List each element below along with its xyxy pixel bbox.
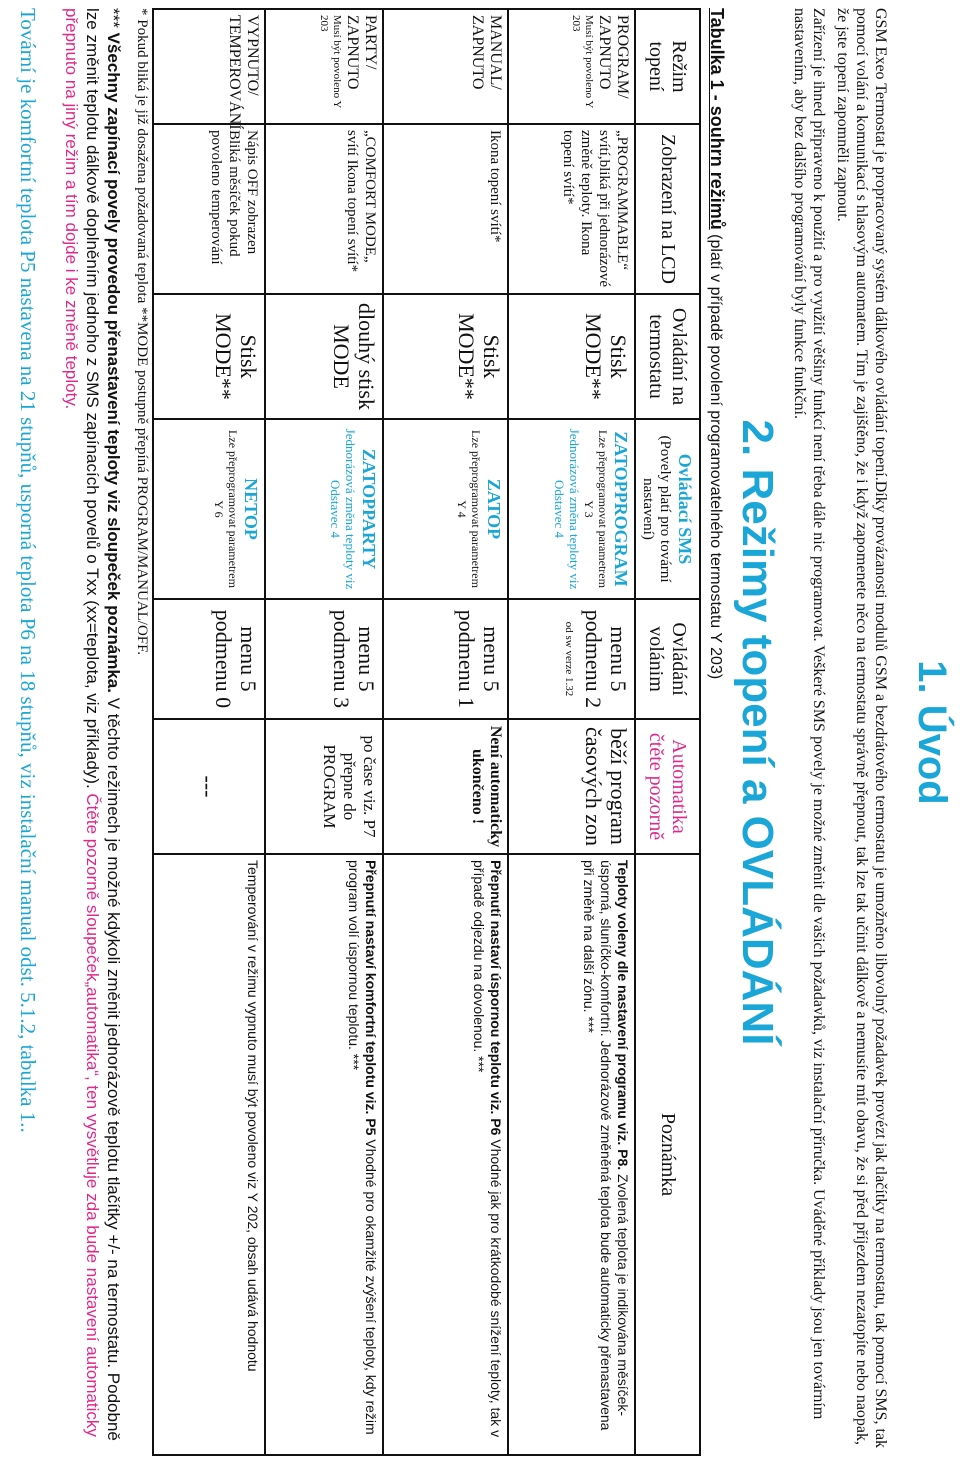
section-title-uvod: 1. Úvod [910, 660, 954, 805]
header-mode: Režim topení [635, 9, 700, 124]
summary-paragraph [61, 8, 124, 1456]
sms-cell [265, 419, 383, 599]
mode-name: PARTY/ ZAPNUTO [344, 15, 379, 90]
lcd-cell: Nápis OFF zobrazen Bliká měsíček pokud povoleno temperování [153, 124, 265, 294]
lcd-cell: „PROGRAMMABLE“ svítí,bliká při jednorázové změně teploty. Ikona topení svítí* [508, 124, 635, 294]
call-cell: menu 5 podmenu 3 [265, 599, 383, 719]
mode-name: PROGRAM/ ZAPNUTO [596, 15, 631, 99]
table-caption [706, 8, 727, 679]
mode-cell [383, 9, 508, 124]
table-caption-note: (platí v případě povolení programovatelného termostatu Y 203) [707, 229, 724, 680]
call-menu: menu 5 podmenu 2 [581, 609, 631, 709]
mode-cell [508, 9, 635, 124]
note-bold: Teploty voleny dle nastavení programu viz. P8. [615, 860, 631, 1171]
factory-settings-line: Tovární je komfortní teplota P5 nastavena na 21 stupňů, usporná teplota P6 na 18 stupňů, viz instalační manual odst. 5.1.2, tabulka 1.. [16, 8, 40, 1133]
header-sms [635, 419, 700, 599]
note-cell [383, 854, 508, 1455]
lcd-cell: „COMFORT MODE„ svítí Ikona topení svítí* [265, 124, 383, 294]
sms-cell [508, 419, 635, 599]
note-text: Vhodné pro okamžité zvýšení teploty, kdy režim program volí úspornou teplotu. *** [346, 860, 379, 1435]
mode-sub: Musí být povoleno Y 203 [570, 15, 595, 108]
intro-paragraph-2: Zařízení je ihned připraveno k použití a pro využití většiny funkcí není třeba dále nic programovat. Veškeré SMS povely je možné změnit dle vašich požadavků, viz instalační příručka. Uváděné příklady jsou jen továrním nastavením, aby bez dalšího programování byly funkce funkční. [791, 8, 827, 1420]
sms-sub: Lze přeprogramovat parametrem Y 3 [582, 430, 610, 588]
para-stars: *** [104, 8, 123, 28]
call-sub: od sw verze 1.32 [563, 621, 575, 697]
header-auto-sub: čtěte pozorně [645, 732, 668, 841]
thermostat-cell: Stisk MODE** [153, 294, 265, 419]
para-bold: Všechny zapínací povely provedou přenastavení teploty viz sloupeček poznámka. [104, 27, 123, 693]
note-text: Zvolená teplota je indikována měsíček-úsporná, sluníčko-komfortní. Jednorázově změněná teplota bude automaticky přenastavena při změně na další zónu. *** [581, 860, 631, 1431]
table-row [508, 9, 635, 1455]
auto-cell: běží program časových zon [508, 719, 635, 854]
table-row [265, 9, 383, 1455]
header-auto [635, 719, 700, 854]
note-bold: Přepnutí nastaví komfortní teplotu viz. P5 [363, 860, 379, 1136]
para-rest: V těchto režimech je možné kdykoli změnit jednorázově teplotu tlačítky +/- na termostatu. Podobně lze změnit teplotu dálkově doplněním jednoho z SMS zapínacích povelů o Txx (xx=teplota, viz příklady). [83, 8, 123, 1441]
call-cell [508, 599, 635, 719]
para-pink-warning: Čtěte pozorně sloupeček„automatika“, ten vysvětluje zda bude nastavení automaticky přepnuto na jiný režim a tím dojde i ke změně teploty. [62, 8, 102, 1437]
table-header-row [635, 9, 700, 1455]
sms-sub: Lze přeprogramovat parametrem Y 6 [212, 430, 240, 588]
mode-cell [153, 9, 265, 130]
footnote: * Pokud bliká je již dosažena požadovaná teplota **MODE postupně přepíná PROGRAM/MANUAL/OFF. [134, 8, 150, 656]
header-lcd: Zobrazení na LCD [635, 124, 700, 294]
header-thermostat: Ovládání na termostatu [635, 294, 700, 419]
section-title-rezimy: 2. Režimy topení a OVLÁDÁNÍ [733, 419, 782, 1046]
sms-cell [153, 419, 265, 599]
auto-cell: Není automaticky ukončeno ! [383, 719, 508, 854]
mode-name: MANUAL/ ZAPNUTO [469, 15, 504, 90]
modes-table [152, 8, 701, 1456]
call-cell: menu 5 podmenu 0 [153, 599, 265, 719]
thermostat-cell: dlouhý stisk MODE [265, 294, 383, 419]
note-cell [508, 854, 635, 1455]
thermostat-cell: Stisk MODE** [508, 294, 635, 419]
sms-sub: Lze přeprogramovat parametrem Y 4 [455, 430, 483, 588]
sms-command: NETOP [241, 478, 261, 540]
header-call: Ovládání volánim [635, 599, 700, 719]
mode-sub: Musí být povoleno Y 203 [318, 15, 343, 108]
sms-command: ZATOPPARTY [359, 448, 379, 570]
sms-command: ZATOP [484, 478, 504, 540]
sms-link[interactable]: Jednorázová změna teploty viz Odstavec 4 [328, 428, 358, 590]
auto-cell: po čase viz. P7 přepne do PROGRAM [265, 719, 383, 854]
note-cell [265, 854, 383, 1455]
lcd-cell: Ikona topení svítí* [383, 124, 508, 294]
table-caption-title: Tabulka 1 - souhrn režimů [707, 8, 727, 230]
table-row [153, 9, 265, 1455]
note-cell: Temperování v režimu vypnuto musí být povoleno viz Y 202, obsah udává hodnotu [153, 854, 265, 1455]
table-row [383, 9, 508, 1455]
thermostat-cell: Stisk MODE** [383, 294, 508, 419]
sms-link[interactable]: Jednorázová změna teploty viz Odstavec 4 [552, 428, 582, 590]
note-text: Vhodné jak pro krátkodobé snížení teploty, tak v případě odjezdu na dovolenou. *** [471, 860, 504, 1438]
header-auto-title: Automatika [668, 739, 691, 834]
intro-paragraph-1: GSM Exeo Termostat je propracovaný systém dálkového ovládání topení.Díky provázanosti modulů GSM a bezdrátového termostatu je umožněno libovolný požadavek provézt jak tlačítky na termostatu, tak pomocí SMS, tak pomocí volání a komunikací s hlasovým automatem. Tím je zajištěno, že i když zapomenete něco na termostatu správně přepnout, tak lze tak učinit dálkově a nemusíte mít obavu, že si před příjezdem nezatopíte nebo naopak, že jste topení zapomněli zapnout. [834, 8, 889, 1449]
sms-cell [383, 419, 508, 599]
header-note: Poznámka [635, 854, 700, 1455]
sms-command: ZATOPPROGRAM [611, 431, 631, 587]
header-sms-title: Ovládací SMS [675, 453, 695, 565]
header-sms-sub: (Povely platí pro tovární nastavení) [640, 435, 673, 583]
auto-cell: --- [153, 719, 265, 854]
call-cell: menu 5 podmenu 1 [383, 599, 508, 719]
mode-name: VYPNUTO/ TEMPEROVÁNÍ [226, 15, 261, 130]
note-bold: Přepnutí nastaví úspornou teplotu viz. P6 [488, 860, 504, 1136]
mode-cell [265, 9, 383, 124]
